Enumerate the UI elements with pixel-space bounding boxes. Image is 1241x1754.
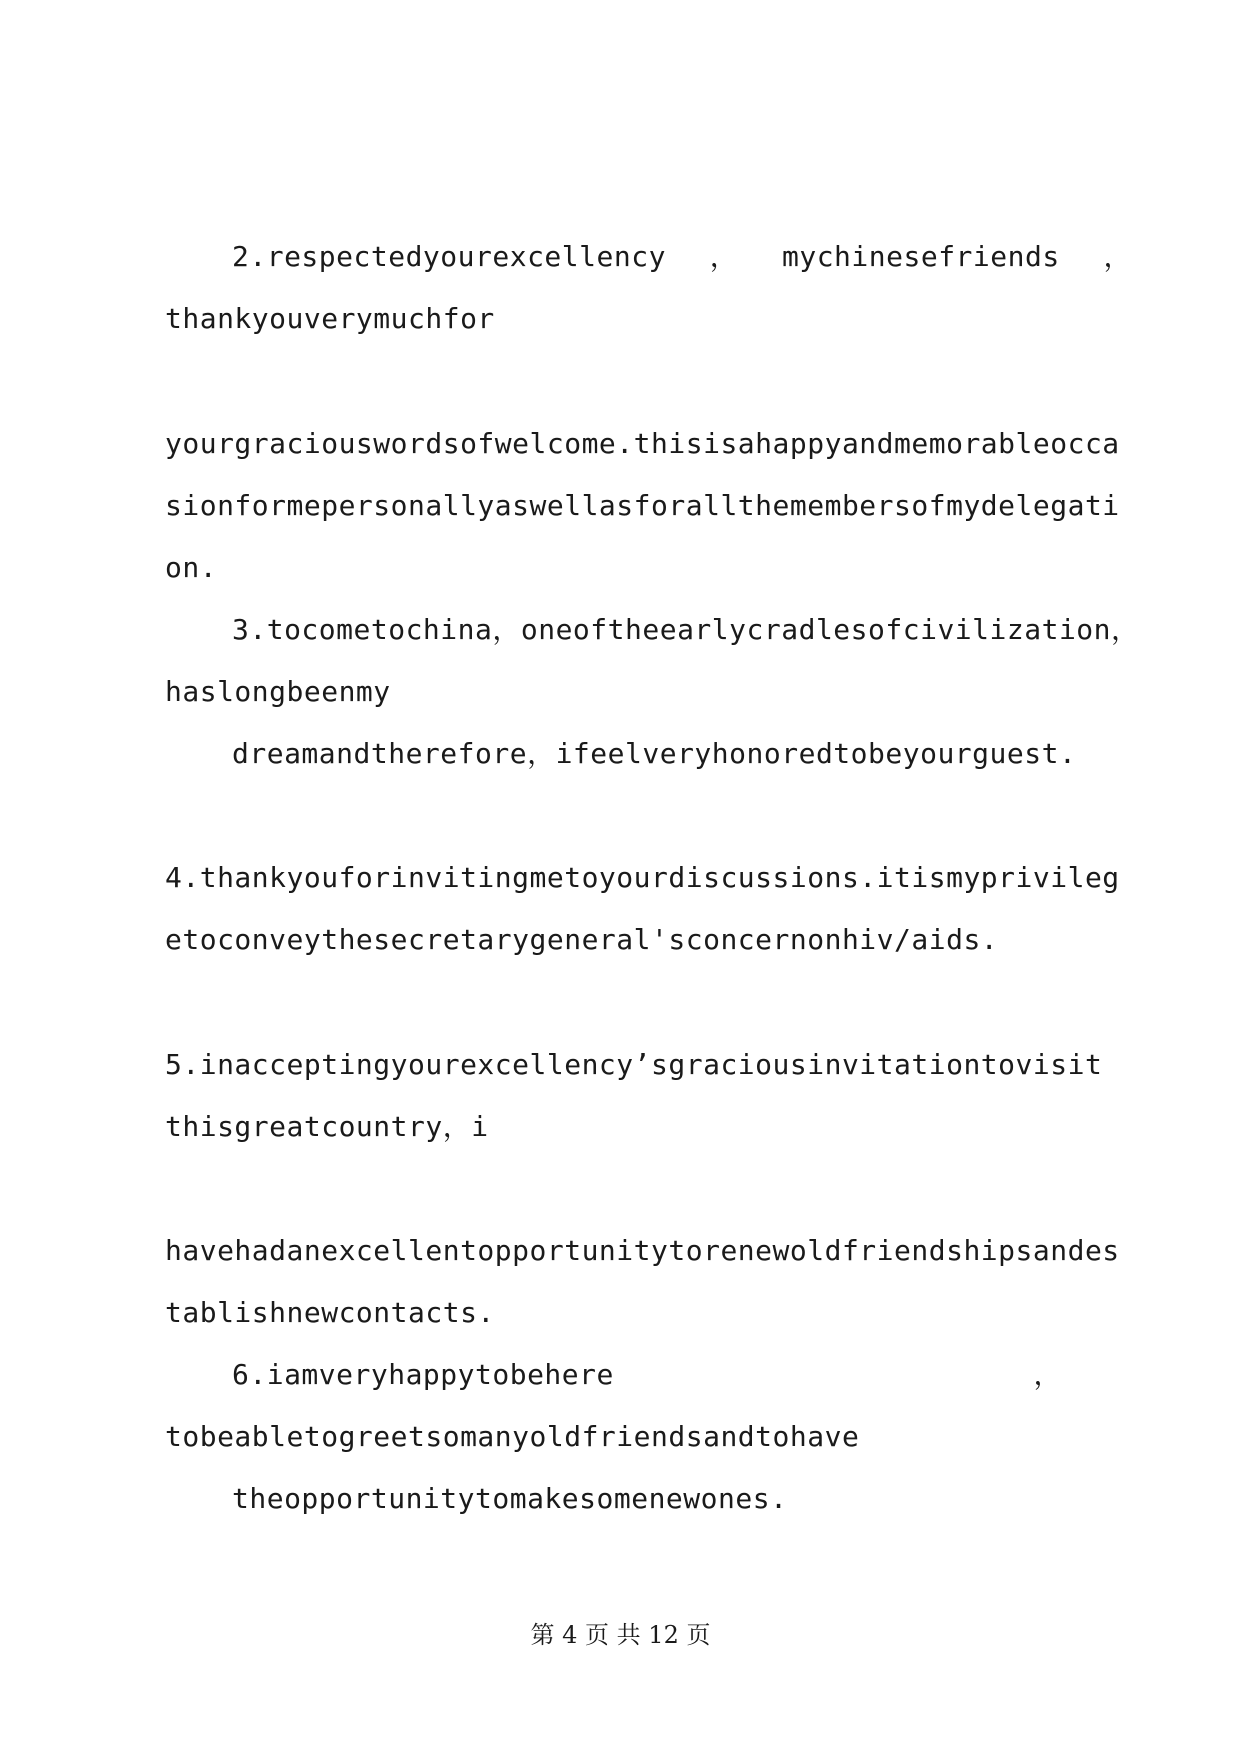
text-line-10: etoconveythesecretarygeneral'sconcernonhiv/aids. [165,923,999,956]
text-line-5: on. [165,551,218,584]
text-line-17: theopportunitytomakesomenewones. [232,1482,788,1515]
text-line-16: tobeabletogreetsomanyoldfriendsandtohave [165,1420,860,1453]
text-line-7: haslongbeenmy [165,675,391,708]
text-segment: ， [1033,1358,1062,1391]
text-line-3: yourgraciouswordsofwelcome.thisisahappyandmemorableocca [165,427,1120,460]
text-line-1 [232,237,1132,277]
text-segment: 6.iamveryhappytobehere [232,1358,614,1391]
text-line-11: 5.inacceptingyourexcellency’sgraciousinvitationtovisit [165,1048,1103,1081]
page-footer: 第 4 页 共 12 页 [530,1621,711,1649]
text-segment: 2.respectedyourexcellency [232,240,666,273]
text-line-8: dreamandtherefore，ifeelveryhonoredtobeyourguest. [232,737,1077,770]
text-line-4: sionformepersonallyaswellasforallthemembersofmydelegati [165,489,1120,522]
text-segment: ， [709,240,739,273]
text-segment: mychinesefriends [781,240,1060,273]
text-line-13: havehadanexcellentopportunitytorenewoldfriendshipsandes [165,1234,1120,1267]
text-line-2: thankyouverymuchfor [165,302,495,335]
text-line-14: tablishnewcontacts. [165,1296,495,1329]
text-segment: ， [1103,240,1132,273]
text-line-12: thisgreatcountry，i [165,1110,489,1143]
text-line-6: 3.tocometochina，oneoftheearlycradlesofcivilization， [232,613,1140,646]
text-line-9: 4.thankyouforinvitingmetoyourdiscussions.itismyprivileg [165,861,1120,894]
text-line-15 [232,1355,1062,1395]
